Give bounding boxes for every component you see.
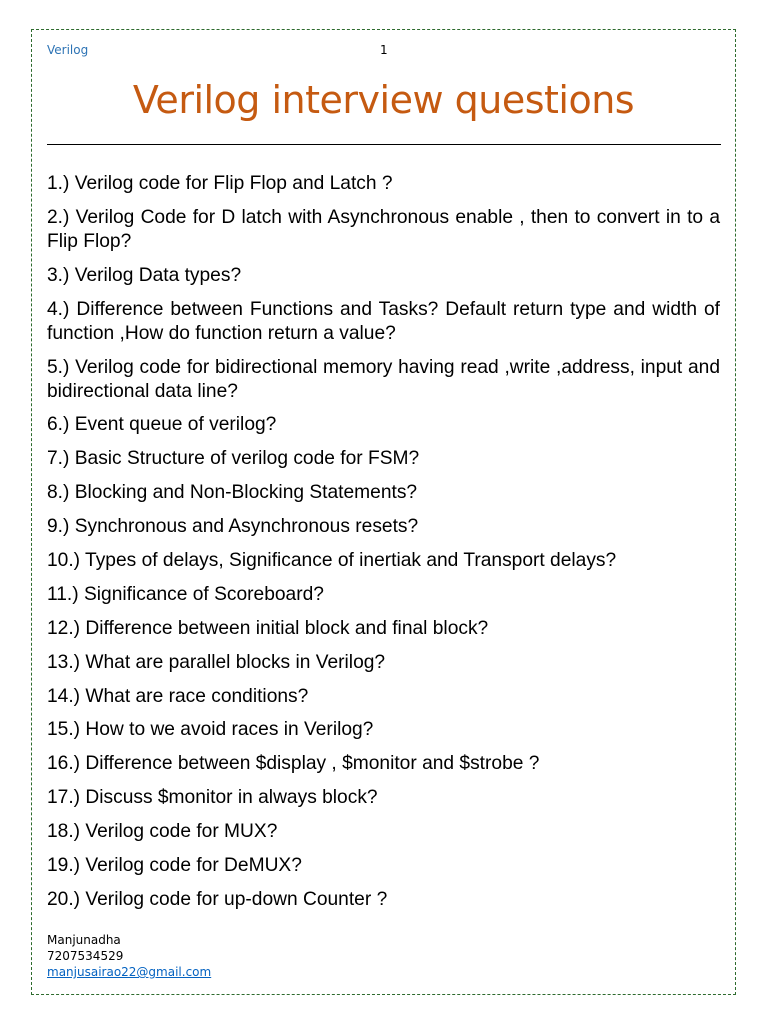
document-title: Verilog interview questions (132, 78, 635, 122)
question-item: 12.) Difference between initial block and final block? (47, 617, 489, 639)
question-item: 17.) Discuss $monitor in always block? (47, 787, 378, 809)
footer-email-link[interactable]: manjusairao22@gmail.com (47, 965, 212, 979)
question-item: 15.) How to we avoid races in Verilog? (47, 719, 374, 741)
question-item: 2.) Verilog Code for D latch with Asynchronous enable , then to convert in to a Flip Flop? (47, 206, 720, 252)
question-list (47, 172, 720, 922)
question-item: 11.) Significance of Scoreboard? (47, 583, 324, 605)
footer-phone: 7207534529 (47, 949, 124, 963)
question-item: 16.) Difference between $display , $monitor and $strobe ? (47, 753, 540, 775)
question-item: 19.) Verilog code for DeMUX? (47, 855, 302, 877)
footer (47, 932, 211, 980)
question-item: 20.) Verilog code for up-down Counter ? (47, 888, 388, 910)
title-divider (47, 144, 721, 145)
question-item: 5.) Verilog code for bidirectional memory having read ,write ,address, input and bidirectional data line? (47, 356, 720, 402)
question-item: 14.) What are race conditions? (47, 685, 309, 707)
question-item: 13.) What are parallel blocks in Verilog? (47, 651, 386, 673)
question-item: 4.) Difference between Functions and Tasks? Default return type and width of function ,How do function return a value? (47, 298, 720, 344)
header-doc-label: Verilog (47, 43, 89, 57)
question-item: 8.) Blocking and Non-Blocking Statements? (47, 482, 418, 504)
footer-author-name: Manjunadha (47, 933, 121, 947)
question-item: 6.) Event queue of verilog? (47, 414, 277, 436)
header-page-number: 1 (380, 43, 388, 57)
question-item: 1.) Verilog code for Flip Flop and Latch ? (47, 173, 393, 194)
question-item: 7.) Basic Structure of verilog code for FSM? (47, 448, 420, 470)
question-item: 18.) Verilog code for MUX? (47, 821, 278, 843)
question-item: 10.) Types of delays, Significance of inertiak and Transport delays? (47, 550, 617, 572)
question-item: 9.) Synchronous and Asynchronous resets? (47, 516, 419, 538)
question-item: 3.) Verilog Data types? (47, 264, 242, 286)
